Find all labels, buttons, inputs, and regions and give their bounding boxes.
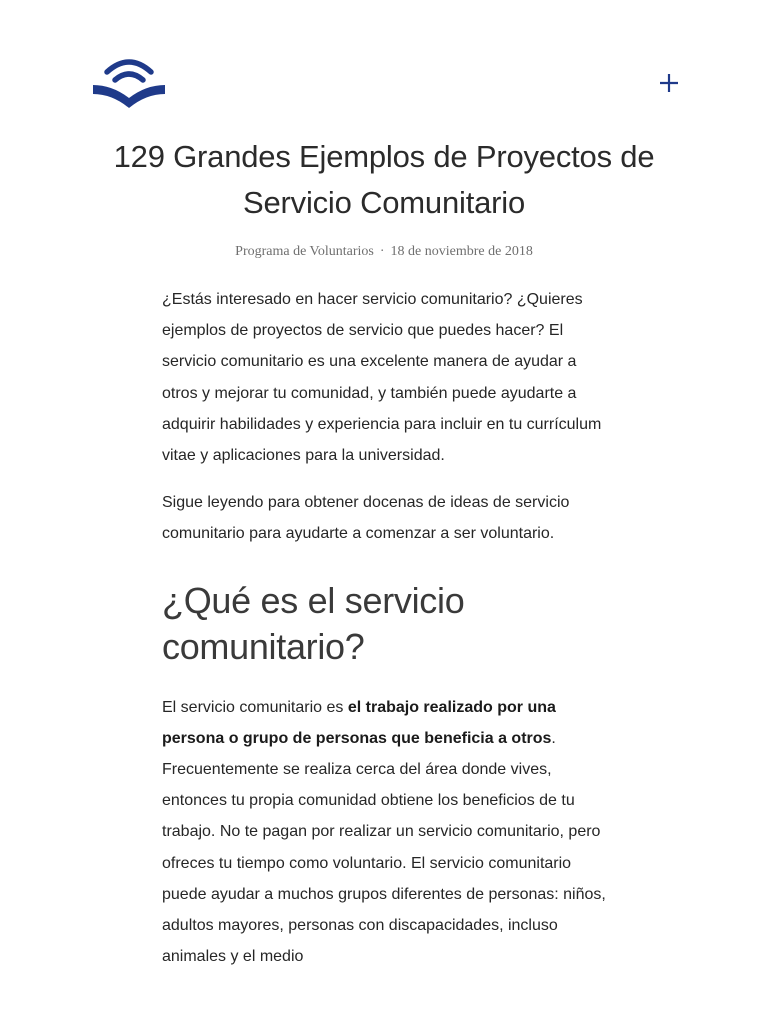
article-date: 18 de noviembre de 2018 <box>390 244 533 259</box>
meta-separator: · <box>379 244 385 259</box>
section-text-rest: . Frecuentemente se realiza cerca del área donde vives, entonces tu propia comunidad obtiene los beneficios de tu trabajo. No te pagan por realizar un servicio comunitario, pero ofreces tu tiempo como voluntario. El servicio comunitario puede ayudar a muchos grupos diferentes de personas: niños, adultos mayores, personas con discapacidades, incluso animales y el medio <box>162 729 606 966</box>
intro-paragraph-2: Sigue leyendo para obtener docenas de ideas de servicio comunitario para ayudarte a comenzar a ser voluntario. <box>162 494 570 543</box>
section-text-bold: el trabajo realizado por una persona o grupo de personas que beneficia a otros <box>162 698 556 747</box>
section-text-prefix: El servicio comunitario es <box>162 698 348 716</box>
section-heading: ¿Qué es el servicio comunitario? <box>162 579 465 667</box>
intro-paragraph: ¿Estás interesado en hacer servicio comunitario? ¿Quieres ejemplos de proyectos de servicio que puedes hacer? El servicio comunitario es una excelente manera de ayudar a otros y mejorar tu comunidad, y también puede ayudarte a adquirir habilidades y experiencia para incluir en tu currículum vitae y aplicaciones para la universidad. <box>162 291 602 465</box>
article-category-link[interactable]: Programa de Voluntarios <box>235 244 374 259</box>
plus-icon <box>658 72 680 94</box>
book-wifi-logo-icon[interactable] <box>92 58 166 110</box>
site-header <box>0 0 768 120</box>
article-title: 129 Grandes Ejemplos de Proyectos de Servicio Comunitario <box>113 139 655 220</box>
article-meta <box>84 242 684 262</box>
article-body <box>162 284 612 972</box>
section-paragraph <box>162 692 612 973</box>
menu-button[interactable] <box>654 68 684 98</box>
